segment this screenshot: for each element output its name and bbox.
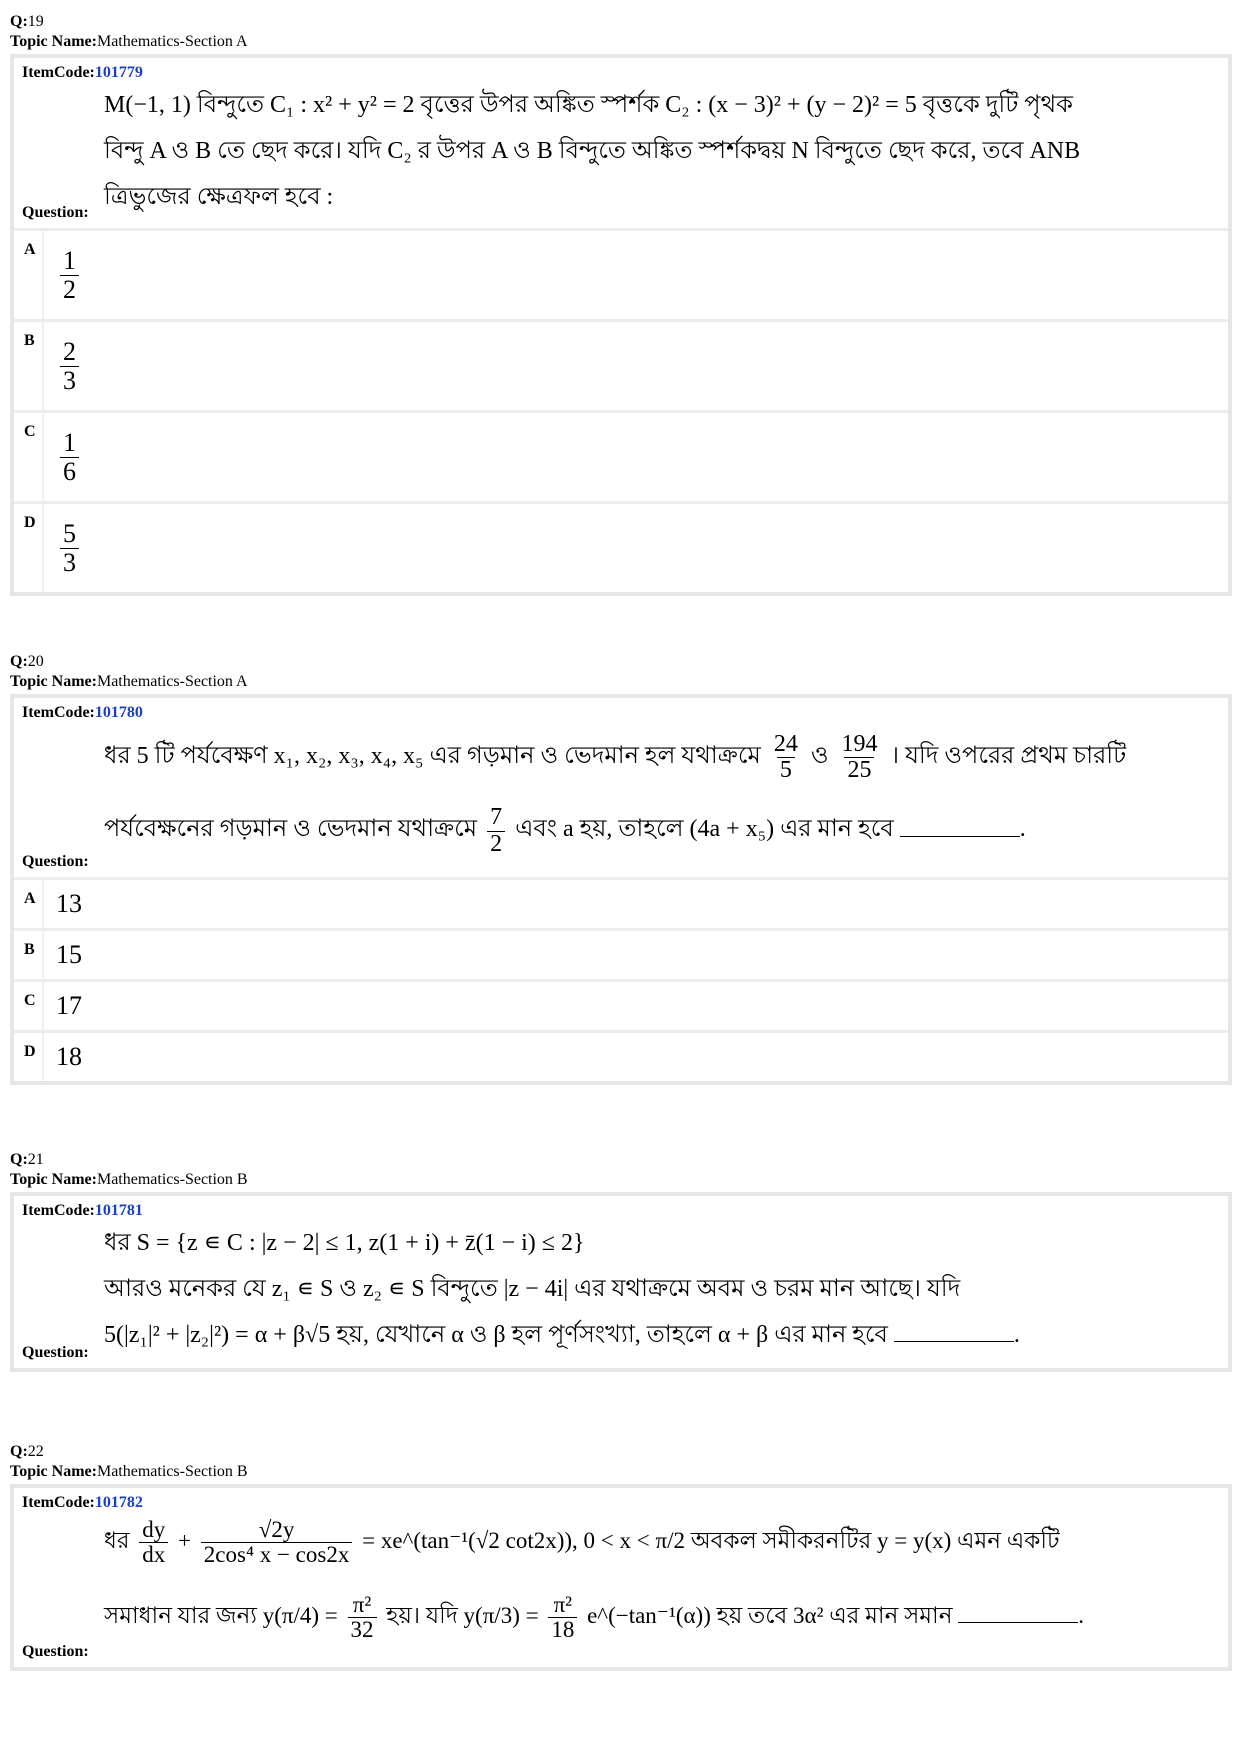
question-22-block xyxy=(10,1442,1232,1671)
question-text xyxy=(14,1512,1228,1667)
question-text xyxy=(14,1220,1228,1368)
item-code: ItemCode:101781 xyxy=(22,1202,143,1219)
option-a[interactable] xyxy=(14,228,1228,319)
option-b[interactable] xyxy=(14,319,1228,410)
question-card xyxy=(10,694,1232,1085)
question-card xyxy=(10,54,1232,596)
question-21-block xyxy=(10,1150,1232,1372)
option-fraction: $\frac{2}{3}$ xyxy=(60,338,79,394)
option-c[interactable] xyxy=(14,410,1228,501)
answer-blank xyxy=(958,1600,1078,1623)
question-line: ধর 5 টি পর্যবেক্ষণ x₁, x₂, x₃, x₄, x₅ এর গড়মান ও ভেদমান হল যথাক্রমে $\frac{24}{5}$ ও $\frac{194}{25}$ । যদি ওপরের প্রথম চারটি xyxy=(104,731,1127,784)
option-d[interactable] xyxy=(14,501,1228,592)
item-code: ItemCode:101779 xyxy=(22,64,143,81)
option-fraction: $\frac{1}{2}$ xyxy=(60,247,79,303)
question-line: বিন্দু A ও B তে ছেদ করে। যদি C₂ র উপর A ও B বিন্দুতে অঙ্কিত স্পর্শকদ্বয় N বিন্দুতে ছেদ করে, তবে ANB xyxy=(104,138,1081,164)
item-code: ItemCode:101782 xyxy=(22,1494,143,1511)
question-label: Question: xyxy=(22,852,89,870)
answer-blank xyxy=(900,814,1020,837)
option-a[interactable] xyxy=(14,877,1228,928)
option-c[interactable] xyxy=(14,979,1228,1030)
option-fraction: $\frac{1}{6}$ xyxy=(60,429,79,485)
question-number: Q:21 xyxy=(10,1151,44,1168)
question-label: Question: xyxy=(22,1642,89,1660)
question-number: Q:19 xyxy=(10,13,44,30)
question-line: আরও মনেকর যে z₁ ∊ S ও z₂ ∊ S বিন্দুতে |z − 4i| এর যথাক্রমে অবম ও চরম মান আছে। যদি xyxy=(104,1276,961,1302)
option-letter: D xyxy=(14,1033,44,1081)
question-line: ধর $\frac{dy}{dx}$ + $\frac{√2y}{\text{2cos⁴ x − cos2x}}$ = xe^(tan⁻¹(√2 cot2x)), 0 < x < π/2 অবকল সমীকরনটির y = y(x) এমন একটি xyxy=(104,1517,1060,1568)
question-label: Question: xyxy=(22,204,89,221)
topic-name: Topic Name:Mathematics-Section A xyxy=(10,33,248,50)
topic-name: Topic Name:Mathematics-Section A xyxy=(10,673,248,690)
answer-blank xyxy=(894,1319,1014,1342)
question-line: পর্যবেক্ষনের গড়মান ও ভেদমান যথাক্রমে $\frac{7}{2}$ এবং a হয়, তাহলে (4a + x₅) এর মান হবে . xyxy=(104,804,1026,857)
question-19-block xyxy=(10,12,1232,596)
option-letter: B xyxy=(14,931,44,979)
question-card xyxy=(10,1484,1232,1671)
option-value: 17 xyxy=(56,990,82,1020)
option-fraction: $\frac{5}{3}$ xyxy=(60,520,79,576)
question-text xyxy=(14,82,1228,228)
question-20-block xyxy=(10,652,1232,1085)
item-code: ItemCode:101780 xyxy=(22,704,143,721)
topic-name: Topic Name:Mathematics-Section B xyxy=(10,1463,248,1480)
topic-name: Topic Name:Mathematics-Section B xyxy=(10,1171,248,1188)
question-number: Q:20 xyxy=(10,653,44,670)
option-value: 18 xyxy=(56,1041,82,1071)
option-b[interactable] xyxy=(14,928,1228,979)
option-letter: B xyxy=(14,322,44,410)
option-letter: C xyxy=(14,413,44,501)
option-d[interactable] xyxy=(14,1030,1228,1081)
question-label: Question: xyxy=(22,1344,89,1361)
question-line: M(−1, 1) বিন্দুতে C₁ : x² + y² = 2 বৃত্তের উপর অঙ্কিত স্পর্শক C₂ : (x − 3)² + (y − 2)² = 5 বৃত্তকে দুটি পৃথক xyxy=(104,92,1073,118)
question-line: ত্রিভুজের ক্ষেত্রফল হবে : xyxy=(104,184,334,210)
question-card xyxy=(10,1192,1232,1372)
option-letter: D xyxy=(14,504,44,592)
question-number: Q:22 xyxy=(10,1443,44,1460)
option-letter: C xyxy=(14,982,44,1030)
question-line: 5(|z₁|² + |z₂|²) = α + β√5 হয়, যেখানে α ও β হল পূর্ণসংখ্যা, তাহলে α + β এর মান হবে . xyxy=(104,1312,1214,1358)
question-text xyxy=(14,722,1228,877)
option-value: 15 xyxy=(56,939,82,969)
question-line: সমাধান যার জন্য y(π/4) = $\frac{\text{π²}}{32}$ হয়। যদি y(π/3) = $\frac{\text{π²}}{18}$ e^(−tan⁻¹(α)) হয় তবে 3α² এর মান সমান . xyxy=(104,1592,1084,1643)
option-letter: A xyxy=(14,880,44,928)
option-letter: A xyxy=(14,231,44,319)
option-value: 13 xyxy=(56,888,82,918)
question-line: ধর S = {z ∊ C : |z − 2| ≤ 1, z(1 + i) + z̄(1 − i) ≤ 2} xyxy=(104,1230,585,1256)
